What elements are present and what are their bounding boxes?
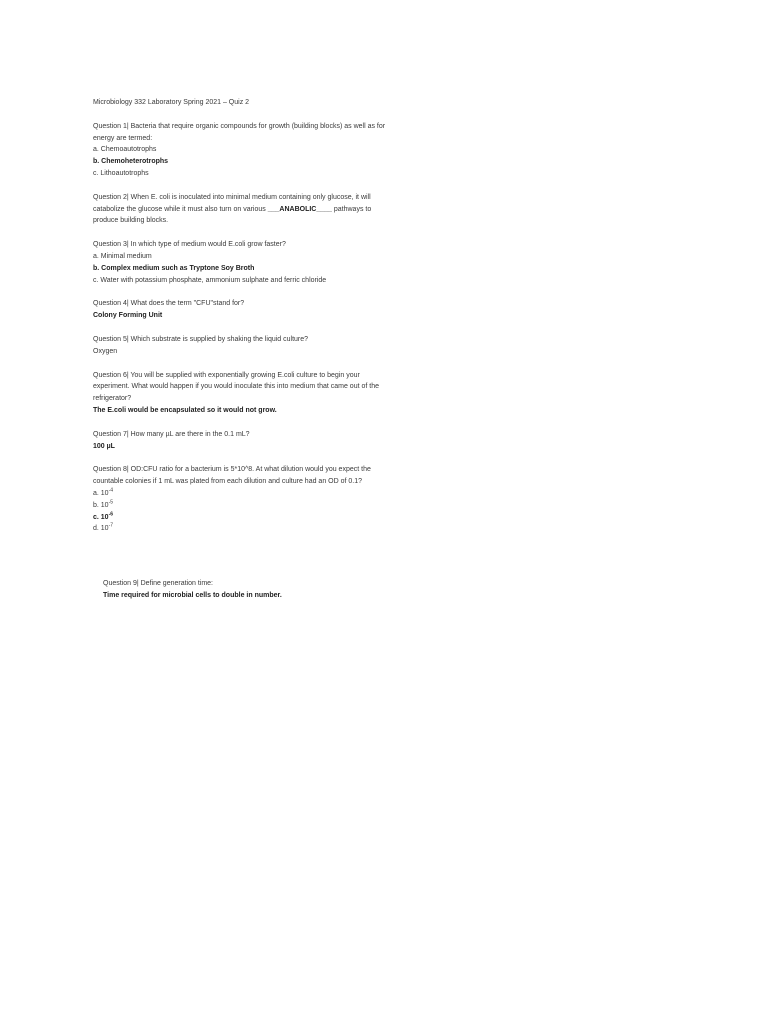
question-2-line-2 [93, 204, 433, 216]
question-1-option-b-answer: b. Chemoheterotrophs [93, 158, 169, 166]
question-5-answer: Oxygen [93, 347, 118, 355]
question-8-option-c-base: c. 10 [93, 513, 109, 521]
question-1-option-c: c. Lithoautotrophs [93, 169, 149, 177]
question-5 [93, 334, 433, 358]
question-2-answer-blank: ___ANABOLIC____ [267, 205, 332, 213]
question-3 [93, 239, 433, 286]
question-2-line-2-post: pathways to [333, 205, 372, 213]
question-6-line-2: experiment. What would happen if you would inoculate this into medium that came out of the [93, 383, 379, 391]
question-7-text: Question 7| How many µL are there in the 0.1 mL? [93, 430, 250, 438]
question-1-line-2: energy are termed: [93, 134, 153, 142]
question-9 [103, 578, 403, 602]
question-1 [93, 121, 433, 180]
question-8-option-d [93, 523, 433, 535]
question-9-answer: Time required for microbial cells to double in number. [103, 591, 282, 599]
question-5-text: Question 5| Which substrate is supplied by shaking the liquid culture? [93, 335, 309, 343]
question-3-text: Question 3| In which type of medium would E.coli grow faster? [93, 241, 286, 249]
question-6-answer: The E.coli would be encapsulated so it would not grow. [93, 406, 277, 414]
question-3-option-c: c. Water with potassium phosphate, ammonium sulphate and ferric chloride [93, 276, 327, 284]
question-7-answer: 100 µL [93, 442, 115, 450]
question-8-option-b [93, 500, 433, 512]
question-8-option-c-answer [93, 512, 433, 524]
question-8-option-d-base: d. 10 [93, 525, 109, 533]
question-2-line-3: produce building blocks. [93, 217, 169, 225]
question-6 [93, 370, 433, 417]
question-3-option-a: a. Minimal medium [93, 252, 152, 260]
question-2-line-2-pre: catabolize the glucose while it must also turn on various [93, 205, 266, 213]
question-2 [93, 192, 433, 227]
question-3-option-b-answer: b. Complex medium such as Tryptone Soy Broth [93, 264, 255, 272]
question-6-line-3: refrigerator? [93, 395, 132, 403]
question-8-option-a-base: a. 10 [93, 489, 109, 497]
question-8-option-c-exponent: -6 [108, 511, 114, 518]
question-2-line-1: Question 2| When E. coli is inoculated into minimal medium containing only glucose, it will [93, 193, 371, 201]
question-8-line-2: countable colonies if 1 mL was plated from each dilution and culture had an OD of 0.1? [93, 478, 363, 486]
question-8-line-1: Question 8| OD:CFU ratio for a bacterium is 5*10^8. At what dilution would you expect the [93, 466, 371, 474]
question-4-answer: Colony Forming Unit [93, 312, 163, 320]
question-8-option-b-exponent: -5 [108, 499, 114, 506]
document-title: Microbiology 332 Laboratory Spring 2021 – Quiz 2 [93, 99, 250, 106]
question-4 [93, 298, 433, 322]
question-8-option-a-exponent: -4 [108, 487, 114, 494]
question-9-text: Question 9| Define generation time: [103, 580, 213, 587]
question-6-line-1: Question 6| You will be supplied with exponentially growing E.coli culture to begin your [93, 371, 360, 379]
question-8-option-b-base: b. 10 [93, 501, 109, 509]
question-1-option-a: a. Chemoautotrophs [93, 146, 157, 154]
question-4-text: Question 4| What does the term "CFU"stand for? [93, 300, 245, 308]
quiz-document [93, 97, 433, 535]
question-7 [93, 429, 433, 453]
question-8-option-a [93, 488, 433, 500]
question-8 [93, 464, 433, 535]
question-8-option-d-exponent: -7 [108, 522, 114, 529]
question-1-line-1: Question 1| Bacteria that require organic compounds for growth (building blocks) as well as for [93, 122, 386, 130]
